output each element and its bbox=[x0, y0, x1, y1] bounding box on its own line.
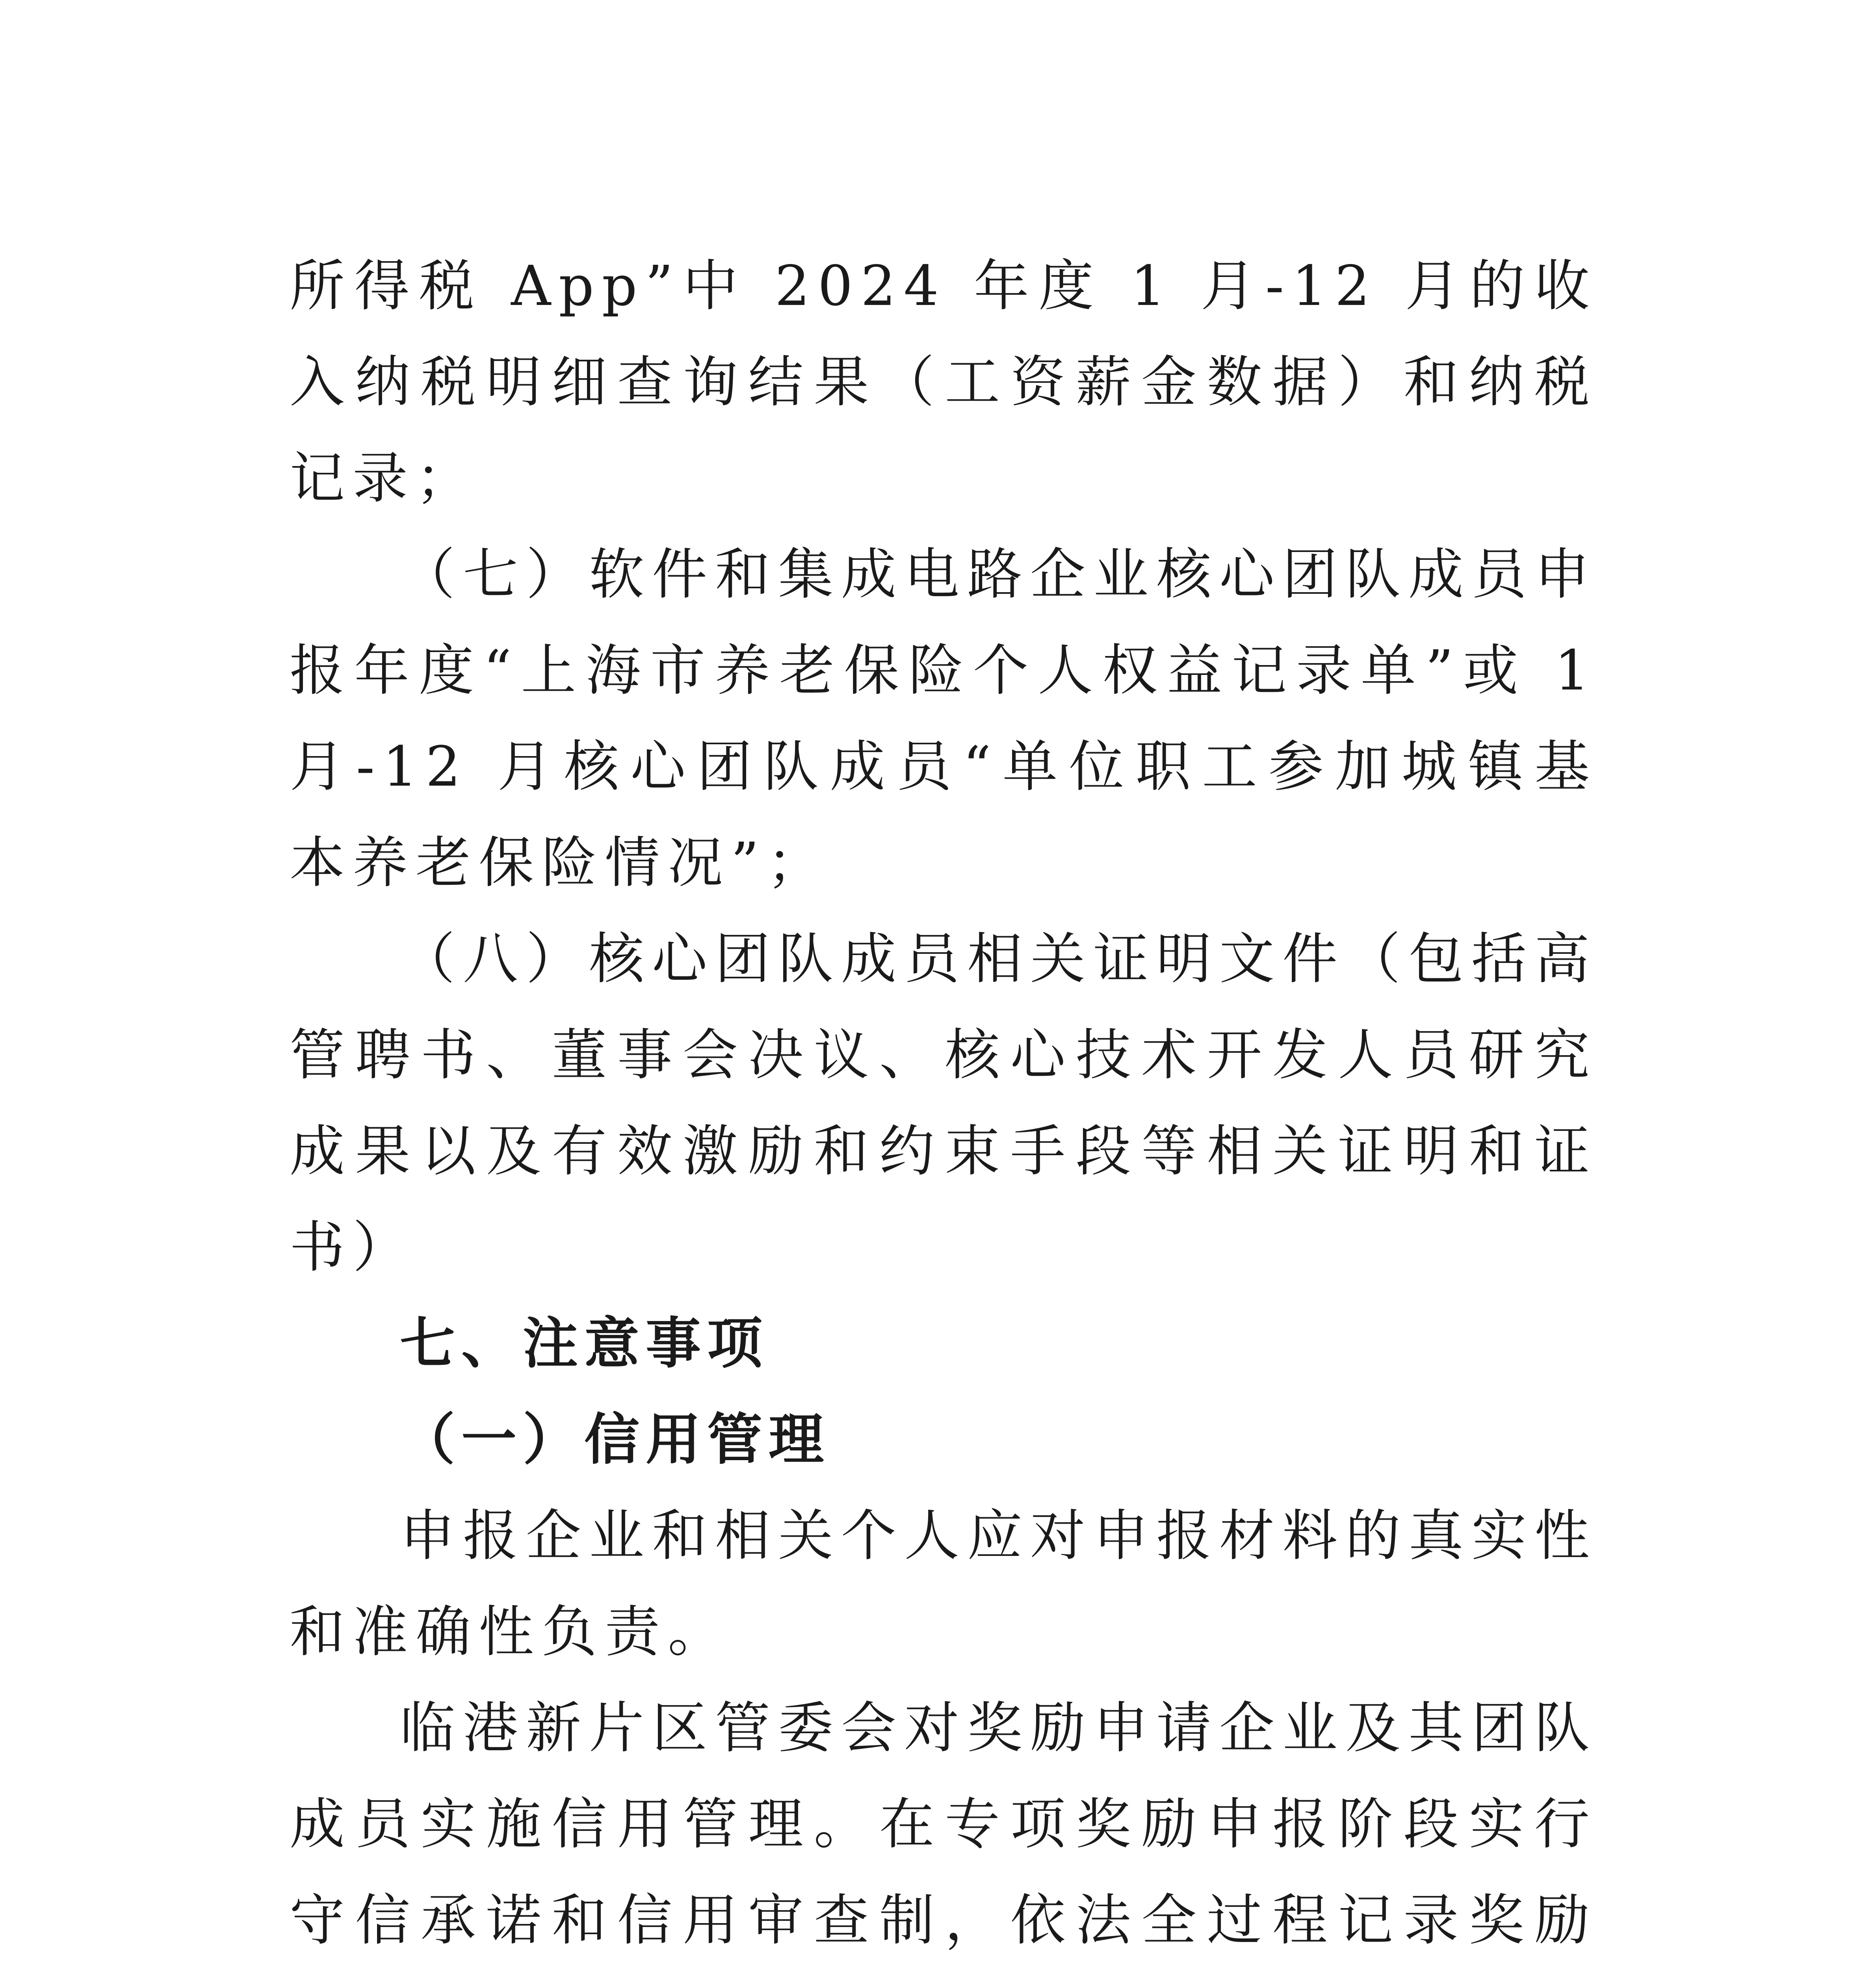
paragraph-item-7-pension: （七）软件和集成电路企业核心团队成员申报年度“上海市养老保险个人权益记录单”或 1 月-12 月核心团队成员“单位职工参加城镇基本养老保险情况”； bbox=[290, 543, 1598, 895]
subheading-credit-management: （一）信用管理 bbox=[400, 1408, 830, 1472]
paragraph-credit-management: 临港新片区管委会对奖励申请企业及其团队成员实施信用管理。在专项奖励申报阶段实行守信承诺和信用审查制，依法全过程记录奖励 bbox=[290, 1696, 1598, 1953]
paragraph-tax-records: 所得税 App”中 2024 年度 1 月-12 月的收入纳税明细查询结果（工资薪金数据）和纳税记录； bbox=[290, 254, 1597, 511]
paragraph-item-8-certificates: （八）核心团队成员相关证明文件（包括高管聘书、董事会决议、核心技术开发人员研究成果以及有效激励和约束手段等相关证明和证书） bbox=[290, 927, 1598, 1280]
section-heading-notes: 七、注意事项 bbox=[400, 1312, 769, 1376]
paragraph-authenticity: 申报企业和相关个人应对申报材料的真实性和准确性负责。 bbox=[290, 1504, 1598, 1664]
document-body bbox=[290, 238, 1597, 1970]
